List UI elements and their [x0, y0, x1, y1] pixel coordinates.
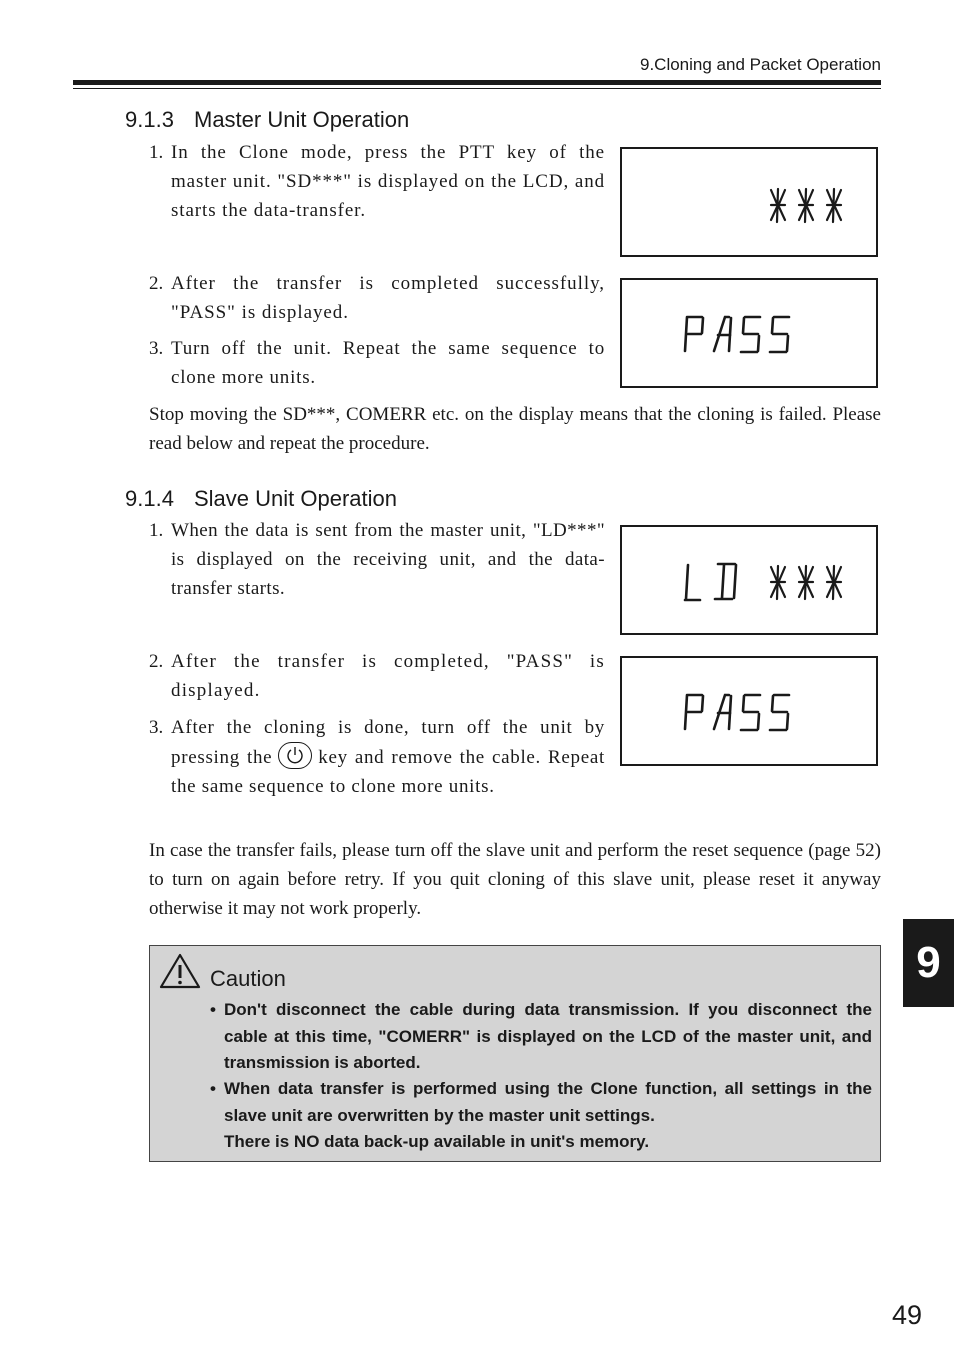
list-item [149, 138, 605, 228]
fail-note-paragraph: In case the transfer fails, please turn off the slave unit and perform the reset sequence (page 52) to turn on again before retry. If you quit cloning of this slave unit, please reset it anyway otherwise it may not work properly. [149, 840, 881, 919]
item-text: After the transfer is completed successfully, "PASS" is displayed. [171, 273, 605, 323]
section-title: Slave Unit Operation [194, 486, 397, 511]
bullet-dot: • [210, 1079, 216, 1098]
item-text-part: After the cloning is done, turn off the unit by pressing the [171, 717, 605, 768]
header-rule-thin [73, 88, 881, 89]
bullet-dot: • [210, 1000, 216, 1019]
caution-bullet [210, 1076, 872, 1129]
list-item [149, 516, 605, 606]
item-text-part: key and remove the cable. Repeat the same sequence to clone more units. [171, 747, 605, 797]
warning-triangle-icon [159, 953, 201, 994]
item-text: In the Clone mode, press the PTT key of the master unit. "SD***" is displayed on the LCD, and starts the data-transfer. [171, 142, 605, 221]
page-number: 49 [891, 1300, 922, 1330]
caution-bullet-text: Don't disconnect the cable during data transmission. If you disconnect the cable at this time, "COMERR" is displayed on the LCD of the master unit, and transmission is aborted. [224, 1000, 872, 1072]
item-number: 1. [149, 520, 164, 541]
lcd-display-pass [620, 656, 878, 766]
lcd-display-sd [620, 147, 878, 257]
caution-extra-text: There is NO data back-up available in unit's memory. [224, 1132, 650, 1151]
lcd-display-ld [620, 525, 878, 635]
lcd-segment-glyphs [622, 149, 880, 259]
item-number: 2. [149, 273, 164, 294]
chapter-tab: 9 [903, 919, 954, 1007]
header-rule-thick [73, 80, 881, 85]
lcd-segment-glyphs [622, 527, 880, 637]
item-number: 3. [149, 338, 164, 359]
item-number: 2. [149, 651, 164, 672]
lcd-display-pass [620, 278, 878, 388]
item-text: After the transfer is completed, "PASS" is displayed. [171, 651, 605, 701]
item-text: When the data is sent from the master unit, "LD***" is displayed on the receiving unit, and the data-transfer starts. [171, 520, 605, 599]
lcd-segment-glyphs [622, 658, 880, 768]
section-number: 9.1.4 [125, 486, 174, 511]
caution-bullet [210, 997, 872, 1077]
list-item [149, 647, 605, 707]
lcd-segment-glyphs [622, 280, 880, 390]
section-heading-913 [125, 107, 409, 133]
list-item [149, 334, 605, 394]
caution-bullet-text: When data transfer is performed using the Clone function, all settings in the slave unit are overwritten by the master unit settings. [224, 1079, 872, 1125]
item-number: 3. [149, 717, 164, 738]
item-text: Turn off the unit. Repeat the same sequence to clone more units. [171, 338, 605, 388]
section-heading-914 [125, 486, 397, 512]
section-number: 9.1.3 [125, 107, 174, 132]
caution-title: Caution [210, 966, 286, 991]
item-text [171, 713, 605, 801]
list-item [149, 269, 605, 329]
list-item [149, 713, 605, 803]
running-header: 9.Cloning and Packet Operation [640, 55, 881, 74]
item-number: 1. [149, 142, 164, 163]
note-paragraph: Stop moving the SD***, COMERR etc. on the display means that the cloning is failed. Please read below and repeat the procedure. [149, 404, 881, 454]
section-title: Master Unit Operation [194, 107, 410, 132]
power-key-icon [278, 742, 312, 769]
